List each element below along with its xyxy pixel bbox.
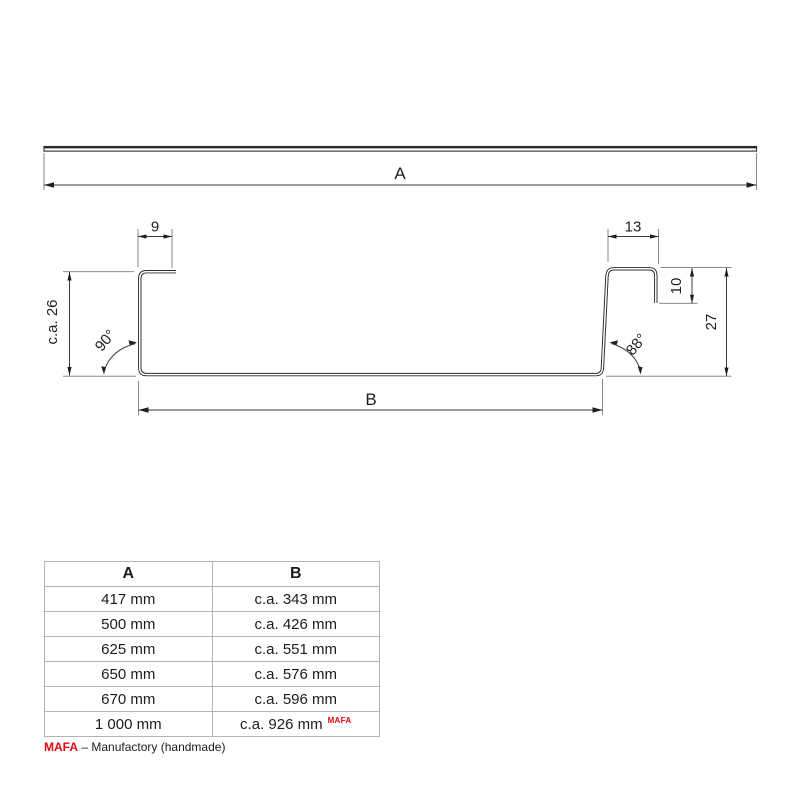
table-row [45,712,380,737]
profile-cross-section [140,269,656,375]
dim-ca26-label: c.a. 26 [44,299,61,345]
column-header-b: B [212,562,380,587]
table-row [45,637,380,662]
dim-10-label: 10 [668,277,685,295]
footnote-separator: – [81,740,89,754]
cell-a: 670 mm [45,687,213,712]
table-row [45,612,380,637]
dimension-a [44,153,757,190]
cell-a: 625 mm [45,637,213,662]
footnote [44,740,225,754]
angle-88 [610,331,651,375]
table-header-row [45,562,380,587]
profile-top-view [44,147,757,152]
cell-a: 1 000 mm [45,712,213,737]
table-row [45,587,380,612]
cell-b: c.a. 343 mm [212,587,380,612]
cell-b: c.a. 596 mm [212,687,380,712]
table-row [45,687,380,712]
table-row [45,662,380,687]
dimension-13 [608,219,659,265]
dimension-ca26 [44,272,136,377]
dimension-table [44,561,380,737]
dim-27-label: 27 [703,313,720,331]
dimension-b [139,379,603,415]
cell-a: 417 mm [45,587,213,612]
cell-a: 500 mm [45,612,213,637]
dim-b-label: B [365,390,377,409]
cell-b [212,712,380,737]
dimension-9 [138,219,172,269]
dim-a-label: A [394,164,406,183]
cell-a: 650 mm [45,662,213,687]
cell-b: c.a. 426 mm [212,612,380,637]
cell-b: c.a. 551 mm [212,637,380,662]
dimension-10 [659,268,732,304]
angle-90 [92,327,137,375]
angle-88-label: 88° [622,330,651,359]
dim-13-label: 13 [624,218,642,236]
mafa-superscript: MAFA [327,715,352,725]
footnote-brand: MAFA [44,740,78,754]
cell-b-value: c.a. 926 mm [240,715,323,733]
dim-9-label: 9 [150,218,160,236]
angle-90-label: 90° [91,326,120,355]
cell-b: c.a. 576 mm [212,662,380,687]
footnote-text: Manufactory (handmade) [91,740,226,754]
column-header-a: A [45,562,213,587]
